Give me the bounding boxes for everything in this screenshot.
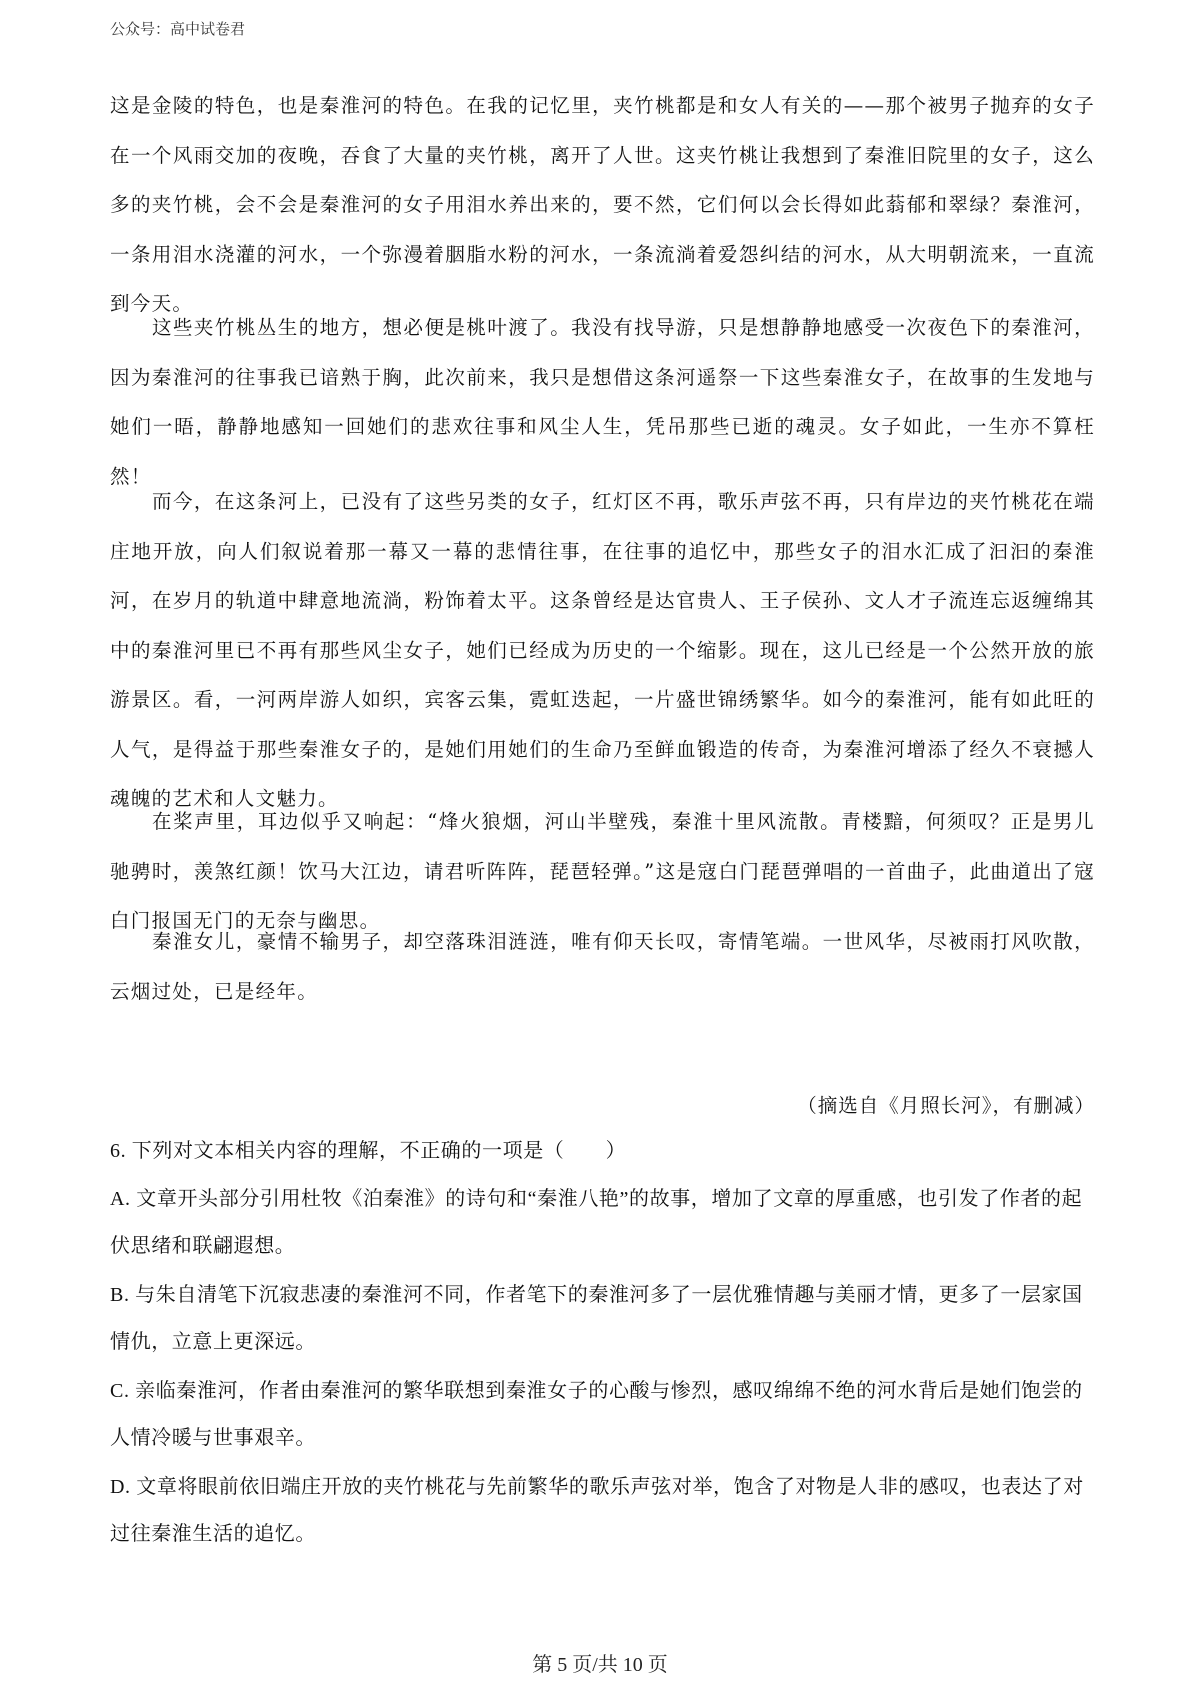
option-a: A. 文章开头部分引用杜牧《泊秦淮》的诗句和“秦淮八艳”的故事，增加了文章的厚重感，也引发了作者的起伏思绪和联翩遐想。	[110, 1188, 1083, 1257]
page-header: 公众号：高中试卷君	[110, 20, 246, 38]
paragraph-1: 这是金陵的特色，也是秦淮河的特色。在我的记忆里，夹竹桃都是和女人有关的——那个被男子抛弃的女子在一个风雨交加的夜晚，吞食了大量的夹竹桃，离开了人世。这夹竹桃让我想到了秦淮旧院里的女子，这么多的夹竹桃，会不会是秦淮河的女子用泪水养出来的，要不然，它们何以会长得如此蓊郁和翠绿？秦淮河，一条用泪水浇灌的河水，一个弥漫着胭脂水粉的河水，一条流淌着爱怨纠结的河水，从大明朝流来，一直流到今天。	[110, 94, 1095, 315]
option-b: B. 与朱自清笔下沉寂悲凄的秦淮河不同，作者笔下的秦淮河多了一层优雅情趣与美丽才情，更多了一层家国情仇，立意上更深远。	[110, 1284, 1083, 1353]
paragraph-3: 而今，在这条河上，已没有了这些另类的女子，红灯区不再，歌乐声弦不再，只有岸边的夹竹桃花在端庄地开放，向人们叙说着那一幕又一幕的悲情往事，在往事的追忆中，那些女子的泪水汇成了汩汩的秦淮河，在岁月的轨道中肆意地流淌，粉饰着太平。这条曾经是达官贵人、王子侯孙、文人才子流连忘返缠绵其中的秦淮河里已不再有那些风尘女子，她们已经成为历史的一个缩影。现在，这儿已经是一个公然开放的旅游景区。看，一河两岸游人如织，宾客云集，霓虹迭起，一片盛世锦绣繁华。如今的秦淮河，能有如此旺的人气，是得益于那些秦淮女子的，是她们用她们的生命乃至鲜血锻造的传奇，为秦淮河增添了经久不衰撼人魂魄的艺术和人文魅力。	[110, 490, 1095, 810]
option-c: C. 亲临秦淮河，作者由秦淮河的繁华联想到秦淮女子的心酸与惨烈，感叹绵绵不绝的河水背后是她们饱尝的人情冷暖与世事艰辛。	[110, 1380, 1083, 1449]
paragraph-4: 在桨声里，耳边似乎又响起：“烽火狼烟，河山半壁残，秦淮十里风流散。青楼黯，何须叹？正是男儿驰骋时，羡煞红颜！饮马大江边，请君听阵阵，琵琶轻弹。”这是寇白门琵琶弹唱的一首曲子，此曲道出了寇白门报国无门的无奈与幽思。	[110, 810, 1095, 932]
paragraph-5: 秦淮女儿，豪情不输男子，却空落珠泪涟涟，唯有仰天长叹，寄情笔端。一世风华，尽被雨打风吹散，云烟过处，已是经年。	[110, 930, 1095, 1003]
option-d: D. 文章将眼前依旧端庄开放的夹竹桃花与先前繁华的歌乐声弦对举，饱含了对物是人非的感叹，也表达了对过往秦淮生活的追忆。	[110, 1476, 1084, 1545]
question-stem: 6. 下列对文本相关内容的理解，不正确的一项是（ ）	[110, 1140, 627, 1162]
paragraph-2: 这些夹竹桃丛生的地方，想必便是桃叶渡了。我没有找导游，只是想静静地感受一次夜色下的秦淮河，因为秦淮河的往事我已谙熟于胸，此次前来，我只是想借这条河遥祭一下这些秦淮女子，在故事的生发地与她们一晤，静静地感知一回她们的悲欢往事和风尘人生，凭吊那些已逝的魂灵。女子如此，一生亦不算枉然！	[110, 316, 1095, 488]
source-citation: （摘选自《月照长河》，有删减）	[797, 1094, 1095, 1117]
page-number: 第 5 页/共 10 页	[532, 1654, 668, 1676]
